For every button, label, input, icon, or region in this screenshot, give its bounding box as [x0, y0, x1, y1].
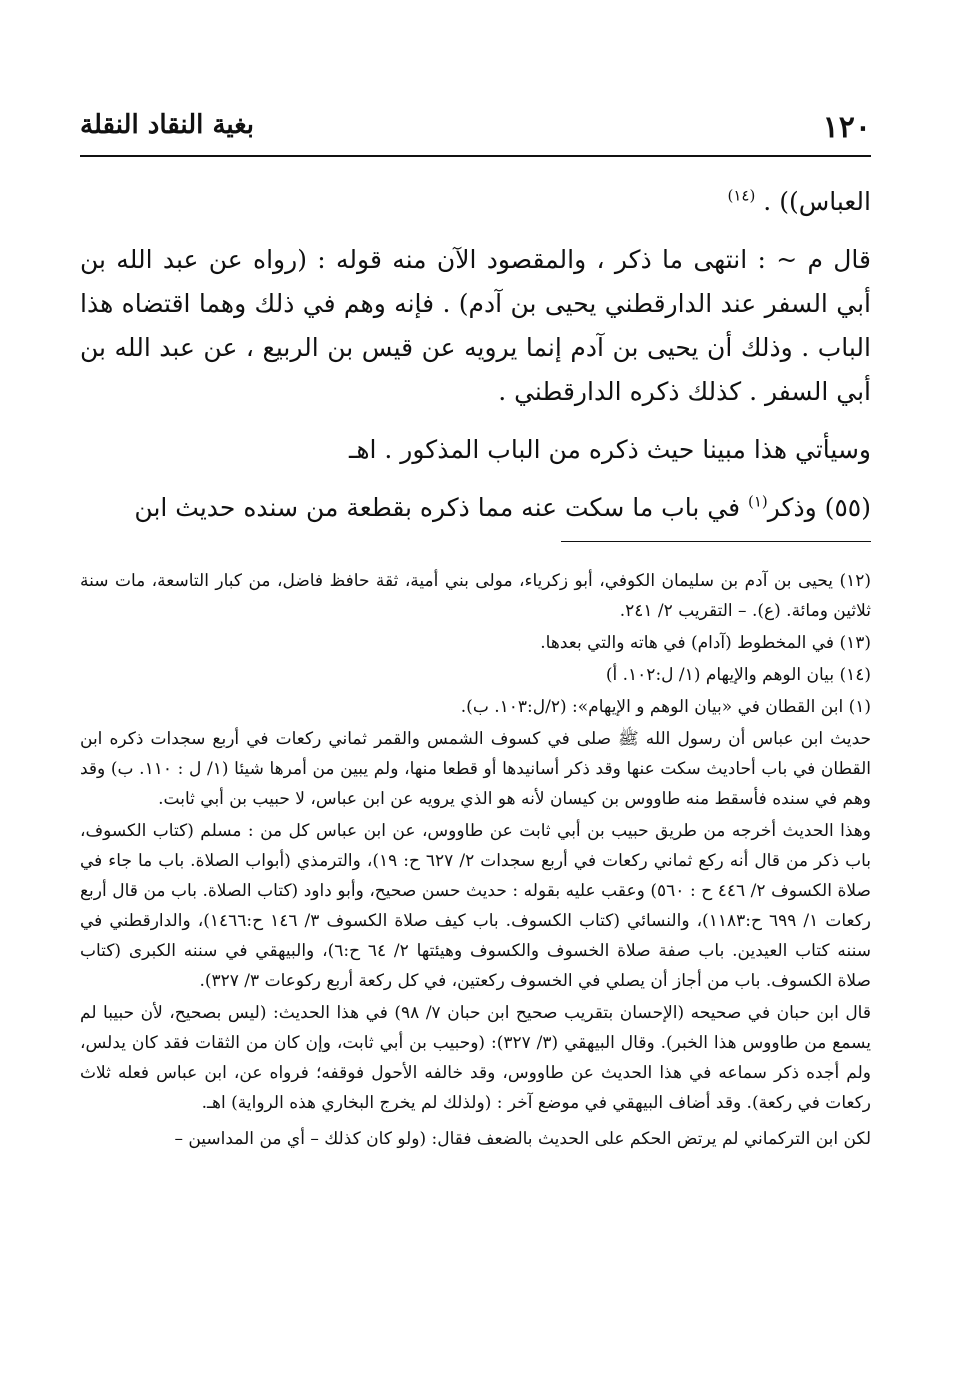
page-header	[80, 104, 871, 152]
running-title: بغية النقاد النقلة	[80, 110, 255, 140]
footnote-1-paragraph-2: وهذا الحديث أخرجه من طريق حبيب بن أبي ثابت عن طاووس، عن ابن عباس كل من : مسلم (كتاب الكسوف، باب ذكر من قال أنه ركع ثماني ركعات في أربع سجدات ٢/ ٦٢٧ ح: ١٩)، والترمذي (أبواب الصلاة. باب ما جاء في صلاة الكسوف ٢/ ٤٤٦ ح : ٥٦٠) وعقب عليه بقوله : حديث حسن صحيح، وأبو داود (كتاب الصلاة. باب من قال أربع ركعات ١/ ٦٩٩ ح:١١٨٣)، والنسائي (كتاب الكسوف. باب كيف صلاة الكسوف ٣/ ١٤٦ ح:١٤٦٦)، والدارقطني في سننه كتاب العيدين. باب صفة صلاة الخسوف والكسوف وهيئتها ٢/ ٦٤ ح:٦)، والبيهقي في سننه الكبرى (كتاب صلاة الكسوف. باب من أجاز أن يصلي في الخسوف ركعتين، في كل ركعة أربع ركوعات ٣/ ٣٢٧).	[80, 821, 872, 991]
footnote-divider	[561, 541, 871, 542]
footnote-12: (١٢) يحيى بن آدم بن سليمان الكوفي، أبو زكرياء، مولى بني أمية، ثقة حافظ فاضل، من كبار التاسعة، مات سنة ثلاثين ومائة. (ع). – التقريب ٢/ ٢٤١.	[80, 571, 871, 621]
body-line-1	[80, 180, 871, 224]
body-paragraph-3	[80, 486, 871, 530]
body-line-1-text: العباس)) .	[763, 187, 871, 216]
footnote-14: (١٤) بيان الوهم والإيهام (١/ ل:١٠٢. أ)	[605, 665, 871, 685]
footnote-13: (١٣) في المخطوط (آدام) في هاته والتي بعدها.	[540, 633, 871, 653]
page-number: ١٢٠	[822, 110, 871, 145]
body-paragraph-3-end: في باب ما سكت عنه مما ذكره بقطعة من سنده حديث ابن	[134, 493, 748, 522]
body-paragraph-2: وسيأتي هذا مبينا حيث ذكره من الباب المذكور . اهـ	[349, 435, 871, 464]
footnotes	[80, 566, 871, 1156]
footnote-ref-1: (١)	[747, 492, 768, 511]
footnote-1-paragraph-3: قال ابن حبان في صحيحه (الإحسان بتقريب صحيح ابن حبان ٧/ ٩٨) في هذا الحديث: (ليس بصحيح، لأن حبيبا لم يسمع من طاووس هذا الخبر). وقال البيهقي (٣/ ٣٢٧): (وحبيب بن أبي ثابت، وإن كان من الثقات فقد كان يدلس، ولم أجده ذكر سماعه في هذا الحديث عن طاووس، وقد خالفه الأحول فوقفه؛ فرواه عن، ابن عباس فعله ثلاث ركعات في ركعة). وقد أضاف البيهقي في موضع آخر : (ولذلك لم يخرج البخاري هذه الرواية) اهـ.	[80, 1003, 871, 1113]
body-paragraph-3-start: (٥٥) وذكر	[767, 493, 871, 522]
footnote-1: (١) ابن القطان في «بيان الوهم و الإيهام»: (٢/ل:١٠٣. ب).	[460, 697, 871, 717]
footnote-1-paragraph-4: لكن ابن التركماني لم يرتض الحكم على الحديث بالضعف فقال: (ولو كان كذلك – أي من المداسين –	[174, 1129, 871, 1149]
header-divider	[80, 155, 871, 157]
main-text	[80, 180, 871, 530]
footnote-ref-14: (١٤)	[727, 186, 756, 205]
footnote-1-paragraph-1: حديث ابن عباس أن رسول الله ﷺ صلى في كسوف الشمس والقمر ثماني ركعات في أربع سجدات ذكره ابن القطان في باب أحاديث سكت عنها وقد ذكر أسانيدها أو قطعا منها، ولم يبين من أمرها شيئا (١/ ل : ١١٠. ب) وقد وهم في سنده فأسقط منه طاووس بن كيسان لأنه هو الذي يرويه عن ابن عباس، لا حبيب بن أبي ثابت.	[80, 729, 871, 809]
body-paragraph-1: قال م ~ : انتهى ما ذكر ، والمقصود الآن منه قوله : (رواه عن عبد الله بن أبي السفر عند الدارقطني يحيى بن آدم) . فإنه وهم في ذلك وهما اقتضاه هذا الباب . وذلك أن يحيى بن آدم إنما يرويه عن قيس بن الربيع ، عن عبد الله بن أبي السفر . كذلك ذكره الدارقطني .	[80, 245, 871, 406]
